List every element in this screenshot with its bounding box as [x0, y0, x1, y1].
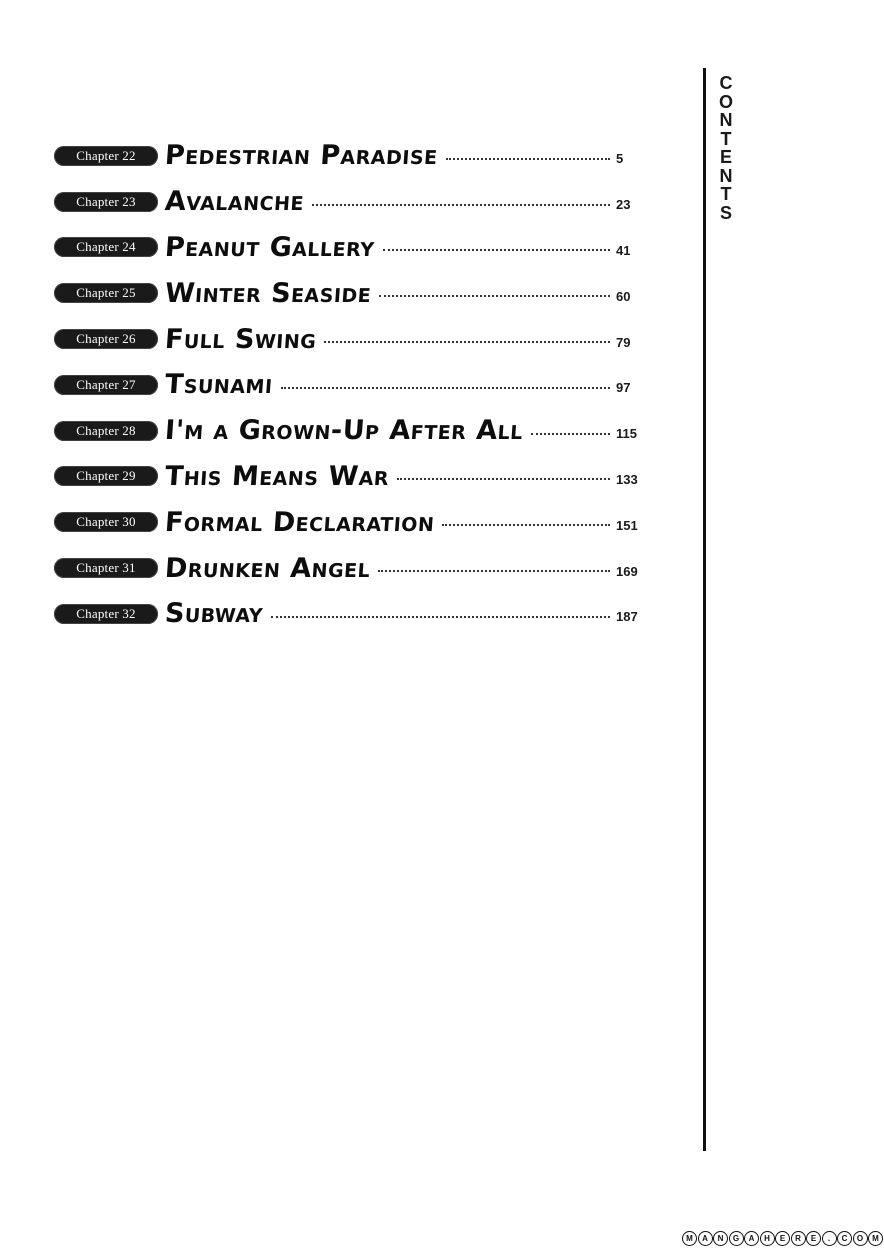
toc-entry[interactable]	[54, 179, 644, 225]
dot-leader	[379, 295, 610, 297]
chapter-title: Avalanche	[163, 186, 306, 218]
chapter-title: Full Swing	[163, 323, 318, 355]
contents-heading	[716, 74, 736, 222]
dot-leader	[312, 204, 610, 206]
watermark-text	[682, 1231, 884, 1246]
chapter-number-badge: Chapter 32	[54, 604, 158, 624]
watermark-letter: E	[775, 1231, 790, 1246]
page-number: 97	[616, 380, 631, 396]
chapter-title: Drunken Angel	[163, 552, 372, 584]
page-number: 169	[616, 563, 638, 579]
page-number: 41	[616, 242, 631, 258]
chapter-number-badge: Chapter 26	[54, 329, 158, 349]
toc-entry[interactable]	[54, 591, 644, 637]
toc-entry[interactable]	[54, 362, 644, 408]
chapter-number-badge: Chapter 27	[54, 375, 158, 395]
page-number: 133	[616, 471, 638, 487]
chapter-number-badge: Chapter 24	[54, 237, 158, 257]
toc-entry[interactable]	[54, 225, 644, 271]
toc-entry[interactable]	[54, 316, 644, 362]
watermark-letter: N	[713, 1231, 728, 1246]
dot-leader	[531, 433, 610, 435]
chapter-title: Formal Declaration	[163, 506, 436, 538]
watermark-letter: .	[822, 1231, 837, 1246]
watermark-letter: A	[698, 1231, 713, 1246]
watermark-letter: M	[868, 1231, 883, 1246]
chapter-number-badge: Chapter 29	[54, 466, 158, 486]
toc-entry[interactable]	[54, 499, 644, 545]
watermark-letter: M	[682, 1231, 697, 1246]
chapter-number-badge: Chapter 22	[54, 146, 158, 166]
dot-leader	[281, 387, 610, 389]
page-number: 5	[616, 151, 624, 167]
page-number: 60	[616, 288, 631, 304]
watermark-letter: R	[791, 1231, 806, 1246]
chapter-title: Subway	[163, 598, 265, 630]
chapter-number-badge: Chapter 30	[54, 512, 158, 532]
chapter-title: Winter Seaside	[163, 277, 373, 309]
page-number: 79	[616, 334, 631, 350]
toc-entry[interactable]	[54, 408, 644, 454]
watermark-letter: C	[837, 1231, 852, 1246]
chapter-title: Tsunami	[163, 369, 274, 401]
table-of-contents	[54, 133, 644, 637]
page-number: 187	[616, 609, 638, 625]
watermark-letter: G	[729, 1231, 744, 1246]
page-number: 115	[616, 426, 637, 442]
dot-leader	[446, 158, 610, 160]
dot-leader	[324, 341, 610, 343]
contents-heading-text: C O N T E N T S	[718, 73, 733, 223]
dot-leader	[378, 570, 610, 572]
chapter-title: I'm a Grown-Up After All	[163, 415, 525, 447]
page-number: 23	[616, 197, 631, 213]
watermark-letter: E	[806, 1231, 821, 1246]
dot-leader	[271, 616, 610, 618]
toc-entry[interactable]	[54, 454, 644, 500]
watermark-letter: A	[744, 1231, 759, 1246]
watermark	[682, 1228, 884, 1248]
chapter-number-badge: Chapter 31	[54, 558, 158, 578]
chapter-number-badge: Chapter 25	[54, 283, 158, 303]
toc-entry[interactable]	[54, 133, 644, 179]
watermark-letter: O	[853, 1231, 868, 1246]
vertical-divider	[703, 68, 706, 1151]
chapter-number-badge: Chapter 28	[54, 421, 158, 441]
toc-entry[interactable]	[54, 270, 644, 316]
dot-leader	[442, 524, 610, 526]
chapter-number-badge: Chapter 23	[54, 192, 158, 212]
watermark-letter: H	[760, 1231, 775, 1246]
dot-leader	[383, 249, 610, 251]
toc-entry[interactable]	[54, 545, 644, 591]
page-number: 151	[616, 517, 638, 533]
chapter-title: This Means War	[163, 460, 391, 492]
chapter-title: Peanut Gallery	[163, 231, 376, 263]
dot-leader	[397, 478, 610, 480]
chapter-title: Pedestrian Paradise	[163, 140, 439, 172]
